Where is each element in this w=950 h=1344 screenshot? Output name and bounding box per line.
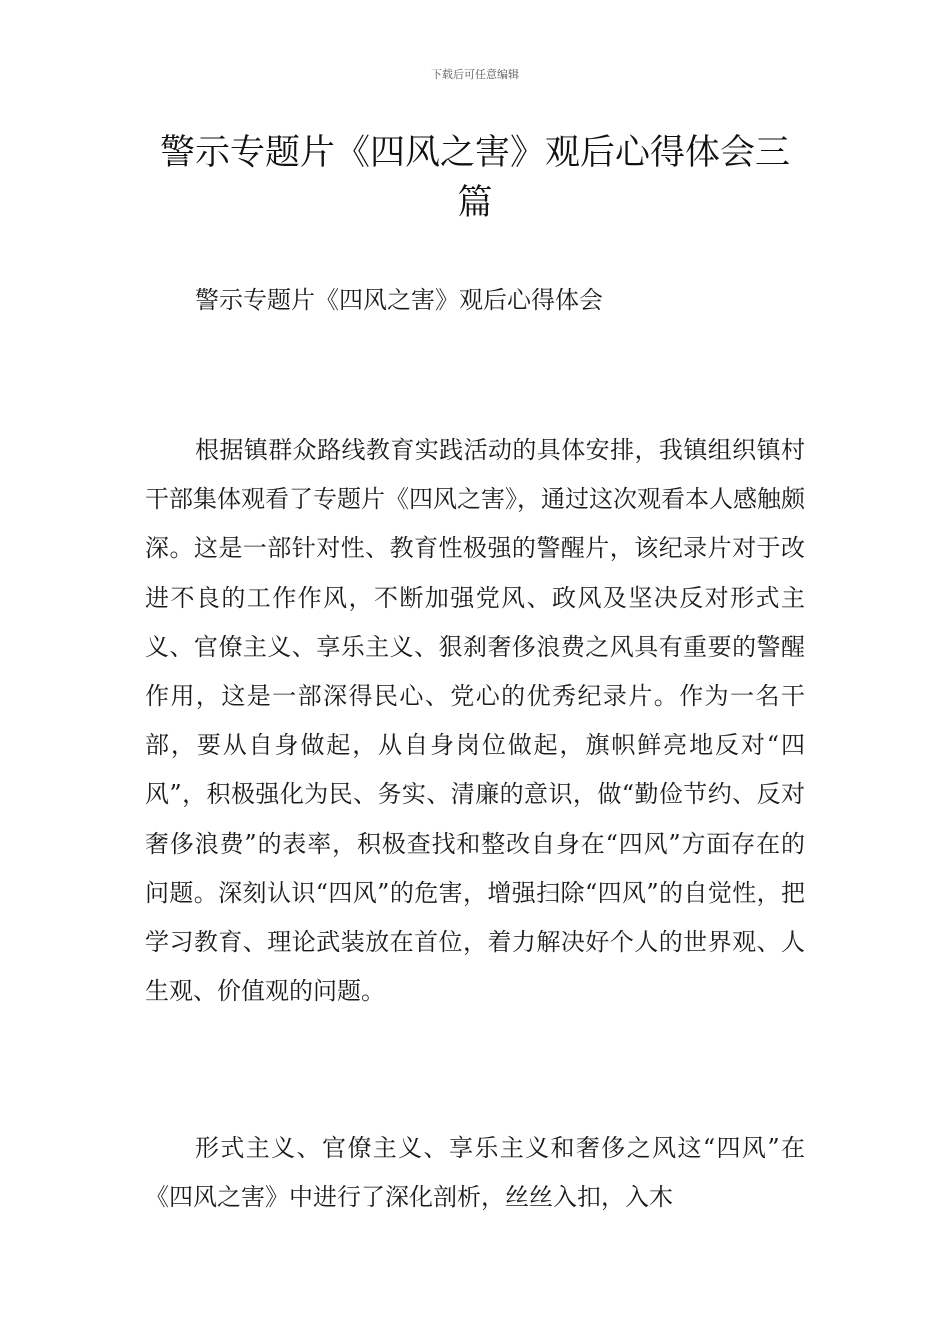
- document-subtitle: 警示专题片《四风之害》观后心得体会: [195, 286, 603, 314]
- page-header-note: 下载后可任意编辑: [431, 68, 519, 81]
- document-title: 警示专题片《四风之害》观后心得体会三篇: [159, 133, 790, 223]
- body-paragraph-1: 根据镇群众路线教育实践活动的具体安排，我镇组织镇村干部集体观看了专题片《四风之害》，通过这次观看本人感触颇深。这是一部针对性、教育性极强的警醒片，该纪录片对于改进不良的工作作风，不断加强党风、政风及坚决反对形式主义、官僚主义、享乐主义、狠刹奢侈浪费之风具有重要的警醒作用，这是一部深得民心、党心的优秀纪录片。作为一名干部，要从自身做起，从自身岗位做起，旗帜鲜亮地反对“四风”，积极强化为民、务实、清廉的意识，做“勤俭节约、反对奢侈浪费”的表率，积极查找和整改自身在“四风”方面存在的问题。深刻认识“四风”的危害，增强扫除“四风”的自觉性，把学习教育、理论武装放在首位，着力解决好个人的世界观、人生观、价值观的问题。: [145, 436, 805, 1006]
- body-paragraph-2: 形式主义、官僚主义、享乐主义和奢侈之风这“四风”在《四风之害》中进行了深化剖析，丝丝入扣，入木: [145, 1134, 805, 1212]
